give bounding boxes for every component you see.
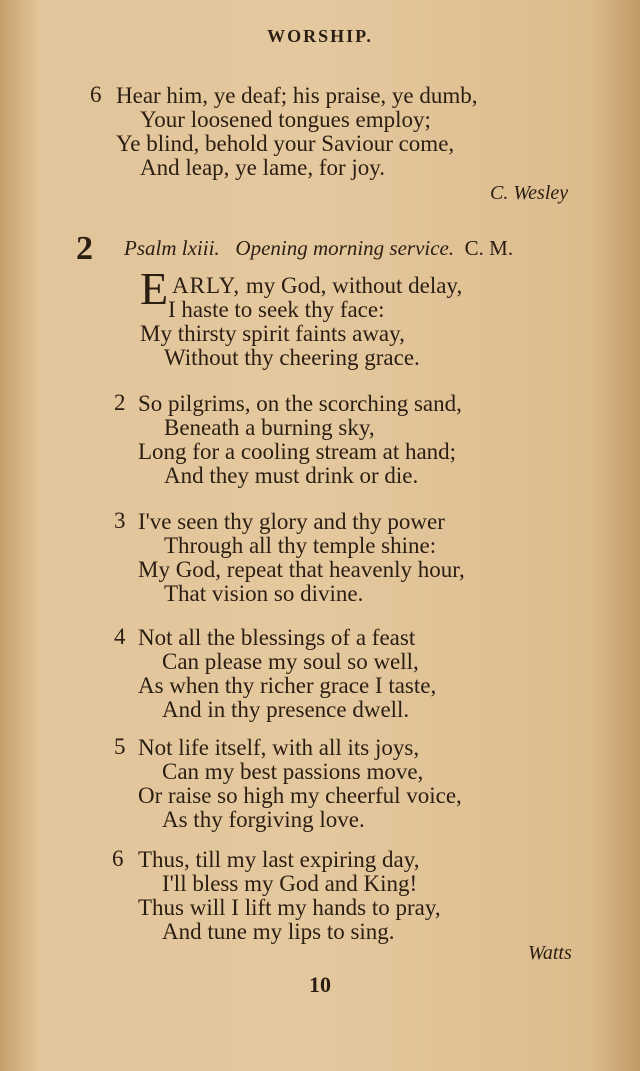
prev-line-1: Hear him, ye deaf; his praise, ye dumb, (116, 83, 478, 108)
verse-6-line-1: Thus, till my last expiring day, (138, 847, 420, 872)
prev-line-2: Your loosened tongues employ; (140, 107, 431, 132)
verse-3-line-4: That vision so divine. (164, 581, 364, 606)
hymn-heading (124, 236, 513, 261)
verse-2-line-1: So pilgrims, on the scorching sand, (138, 391, 462, 416)
verse-1-line-4: Without thy cheering grace. (164, 345, 420, 370)
verse-5-line-3: Or raise so high my cheerful voice, (138, 783, 462, 808)
verse-6-number: 6 (112, 846, 124, 871)
verse-4-line-3: As when thy richer grace I taste, (138, 673, 437, 698)
meter: C. M. (464, 236, 514, 260)
running-header: WORSHIP. (267, 26, 373, 46)
hymn-number: 2 (76, 230, 93, 267)
occasion: Opening morning service. (235, 236, 455, 260)
prev-author: C. Wesley (490, 182, 569, 204)
verse-2-line-2: Beneath a burning sky, (164, 415, 375, 440)
verse-1-line-2: I haste to seek thy face: (168, 297, 385, 322)
verse-4-number: 4 (114, 624, 126, 649)
page-number: 10 (309, 972, 331, 997)
drop-cap: E (140, 263, 169, 314)
verse-3-number: 3 (114, 508, 126, 533)
verse-5-line-1: Not life itself, with all its joys, (138, 735, 420, 760)
prev-verse-number: 6 (90, 82, 102, 107)
verse-4-line-1: Not all the blessings of a feast (138, 625, 416, 650)
verse-1-line-3: My thirsty spirit faints away, (140, 321, 405, 346)
verse-1-line-1: my God, without delay, (245, 273, 463, 298)
prev-line-3: Ye blind, behold your Saviour come, (116, 131, 455, 156)
psalm-reference: Psalm lxiii. (124, 236, 220, 260)
verse-5-number: 5 (114, 734, 126, 759)
hymn-author: Watts (528, 942, 572, 964)
verse-6-line-4: And tune my lips to sing. (162, 919, 395, 944)
verse-3-line-3: My God, repeat that heavenly hour, (138, 557, 465, 582)
verse-4-line-2: Can please my soul so well, (162, 649, 419, 674)
verse-2-line-3: Long for a cooling stream at hand; (138, 439, 457, 464)
verse-5-line-2: Can my best passions move, (162, 759, 424, 784)
first-word-rest: ARLY, (172, 273, 241, 298)
verse-3-line-1: I've seen thy glory and thy power (138, 509, 445, 534)
verse-6-line-2: I'll bless my God and King! (162, 871, 418, 896)
verse-3-line-2: Through all thy temple shine: (164, 533, 437, 558)
prev-line-4: And leap, ye lame, for joy. (140, 155, 386, 180)
verse-6-line-3: Thus will I lift my hands to pray, (138, 895, 441, 920)
verse-2-number: 2 (114, 390, 126, 415)
verse-1-line-1-wrap (172, 274, 462, 297)
verse-4-line-4: And in thy presence dwell. (162, 697, 410, 722)
verse-2-line-4: And they must drink or die. (164, 463, 419, 488)
verse-5-line-4: As thy forgiving love. (162, 807, 365, 832)
